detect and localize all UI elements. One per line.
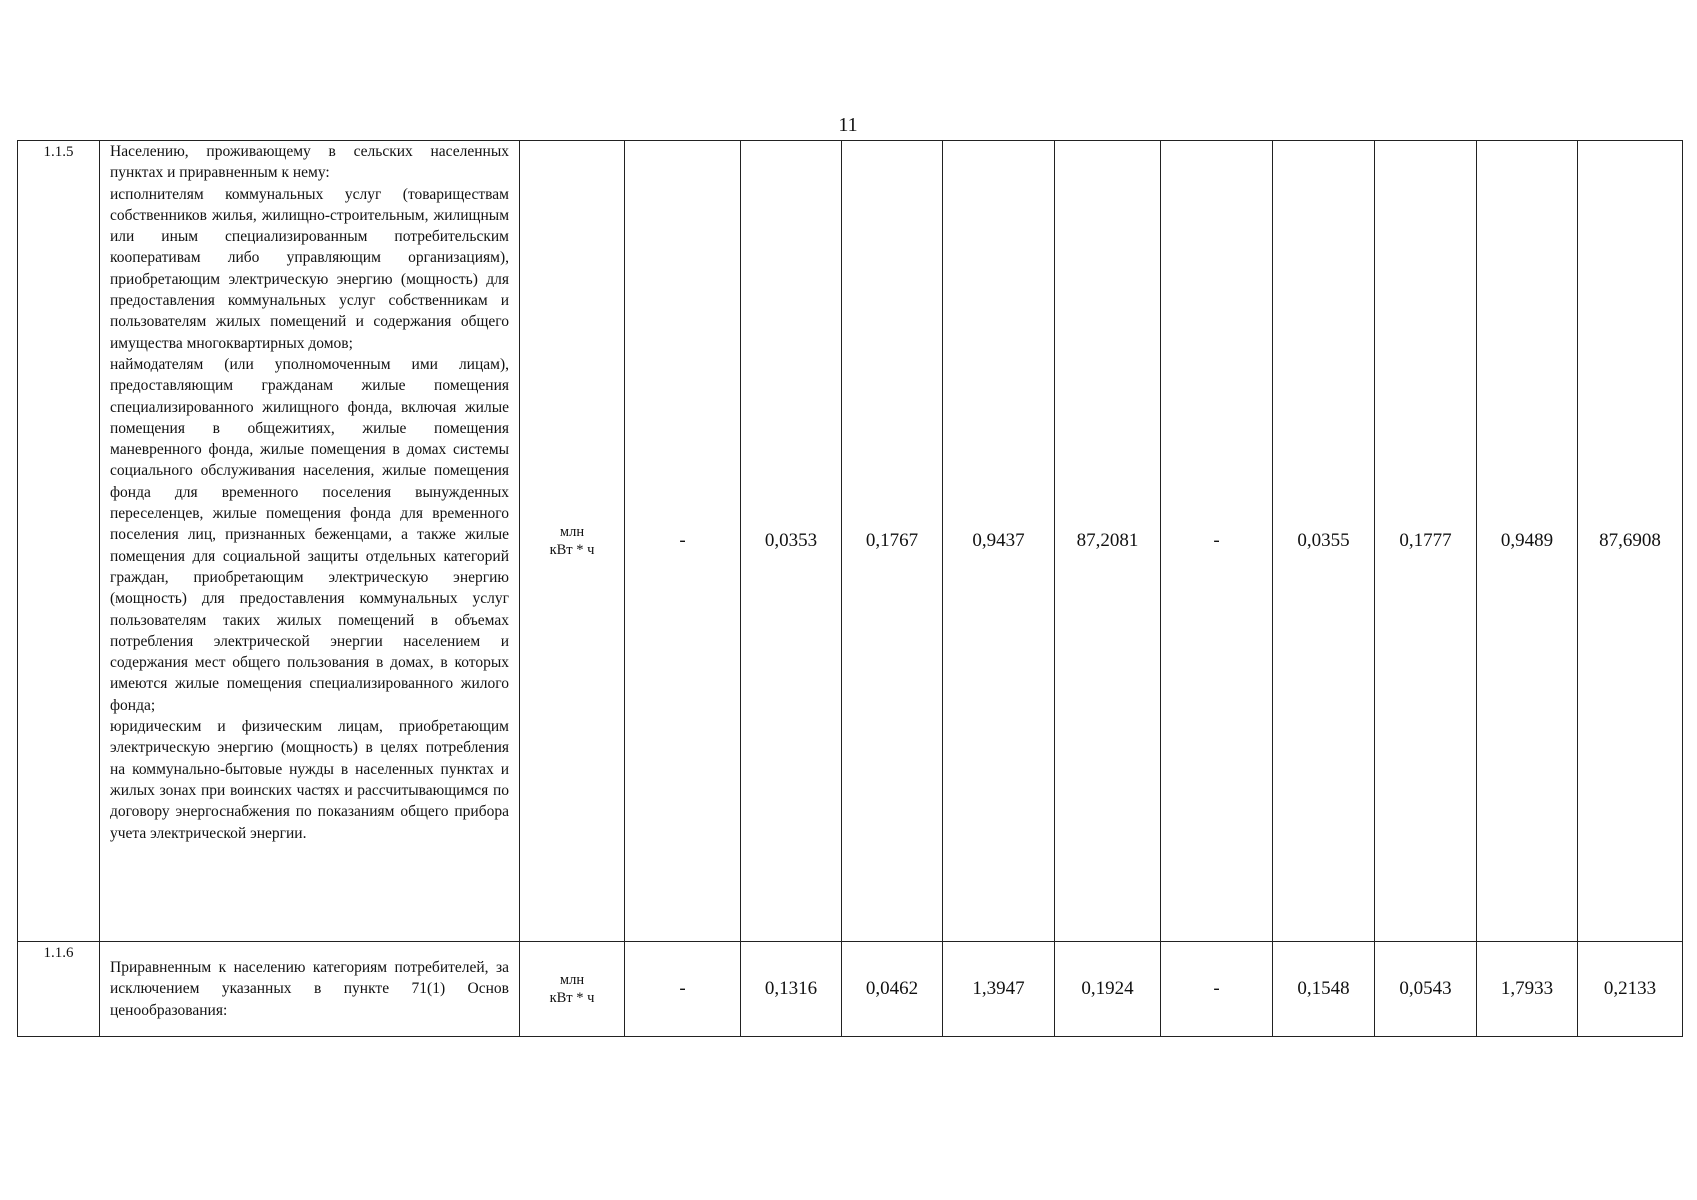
unit-label: кВт * ч: [549, 990, 595, 1006]
value-cell: 0,1924: [1055, 942, 1161, 1037]
value-cell: 0,1767: [842, 141, 943, 942]
unit-label: кВт * ч: [549, 542, 595, 558]
value-cell: 1,7933: [1477, 942, 1578, 1037]
value-cell: 0,9437: [943, 141, 1055, 942]
value-cell: 1,3947: [943, 942, 1055, 1037]
unit-label: млн: [559, 524, 585, 540]
value-cell: 0,1777: [1375, 141, 1477, 942]
value-cell: 0,2133: [1578, 942, 1683, 1037]
value-cell: -: [625, 942, 741, 1037]
value-cell: -: [1161, 141, 1273, 942]
description-paragraph: юридическим и физическим лицам, приобретающим электрическую энергию (мощность) в целях потребления на коммунально-бытовые нужды в населенных пунктах и жилых зонах при воинских частях и рассчитывающимся по договору энергоснабжения по показаниям общего прибора учета электрической энергии.: [110, 718, 509, 842]
value-cell: 0,0462: [842, 942, 943, 1037]
value-cell: -: [1161, 942, 1273, 1037]
value-cell: 87,2081: [1055, 141, 1161, 942]
unit-label: млн: [559, 972, 585, 988]
value-cell: 0,1316: [741, 942, 842, 1037]
value-cell: 87,6908: [1578, 141, 1683, 942]
row-description: [100, 141, 520, 942]
table-row: [18, 942, 1683, 1037]
row-code: 1.1.6: [18, 942, 100, 1037]
value-cell: 0,1548: [1273, 942, 1375, 1037]
description-paragraph: наймодателям (или уполномоченным ими лицам), предоставляющим гражданам жилые помещения специализированного жилищного фонда, включая жилые помещения в общежитиях, жилые помещения маневренного фонда, жилые помещения в домах системы социального обслуживания населения, жилые помещения фонда для временного поселения вынужденных переселенцев, жилые помещения фонда для временного поселения лиц, признанных беженцами, а также жилые помещения для социальной защиты отдельных категорий граждан, приобретающим электрическую энергию (мощность) для предоставления коммунальных услуг пользователям таких жилых помещений в объемах потребления электрической энергии населением и содержания мест общего пользования в домах, в которых имеются жилые помещения специализированного жилого фонда;: [110, 355, 509, 714]
unit-cell: [520, 942, 625, 1037]
value-cell: 0,0543: [1375, 942, 1477, 1037]
value-cell: 0,9489: [1477, 141, 1578, 942]
value-cell: 0,0353: [741, 141, 842, 942]
description-paragraph: Населению, проживающему в сельских населенных пунктах и приравненным к нему:: [110, 143, 509, 182]
description-paragraph: Приравненным к населению категориям потребителей, за исключением указанных в пункте 71(1) Основ ценообразования:: [110, 959, 509, 1019]
table-row: [18, 141, 1683, 942]
value-cell: -: [625, 141, 741, 942]
page-number: 11: [838, 114, 858, 136]
value-cell: 0,0355: [1273, 141, 1375, 942]
row-description: [100, 942, 520, 1037]
unit-cell: [520, 141, 625, 942]
tariff-table: [17, 140, 1683, 1037]
description-paragraph: исполнителям коммунальных услуг (товариществам собственников жилья, жилищно-строительным, жилищным или иным специализированным потребительским кооперативам либо управляющим организациям), приобретающим электрическую энергию (мощность) для предоставления коммунальных услуг собственникам и пользователям жилых помещений и содержания общего имущества многоквартирных домов;: [110, 185, 509, 352]
row-code: 1.1.5: [18, 141, 100, 942]
